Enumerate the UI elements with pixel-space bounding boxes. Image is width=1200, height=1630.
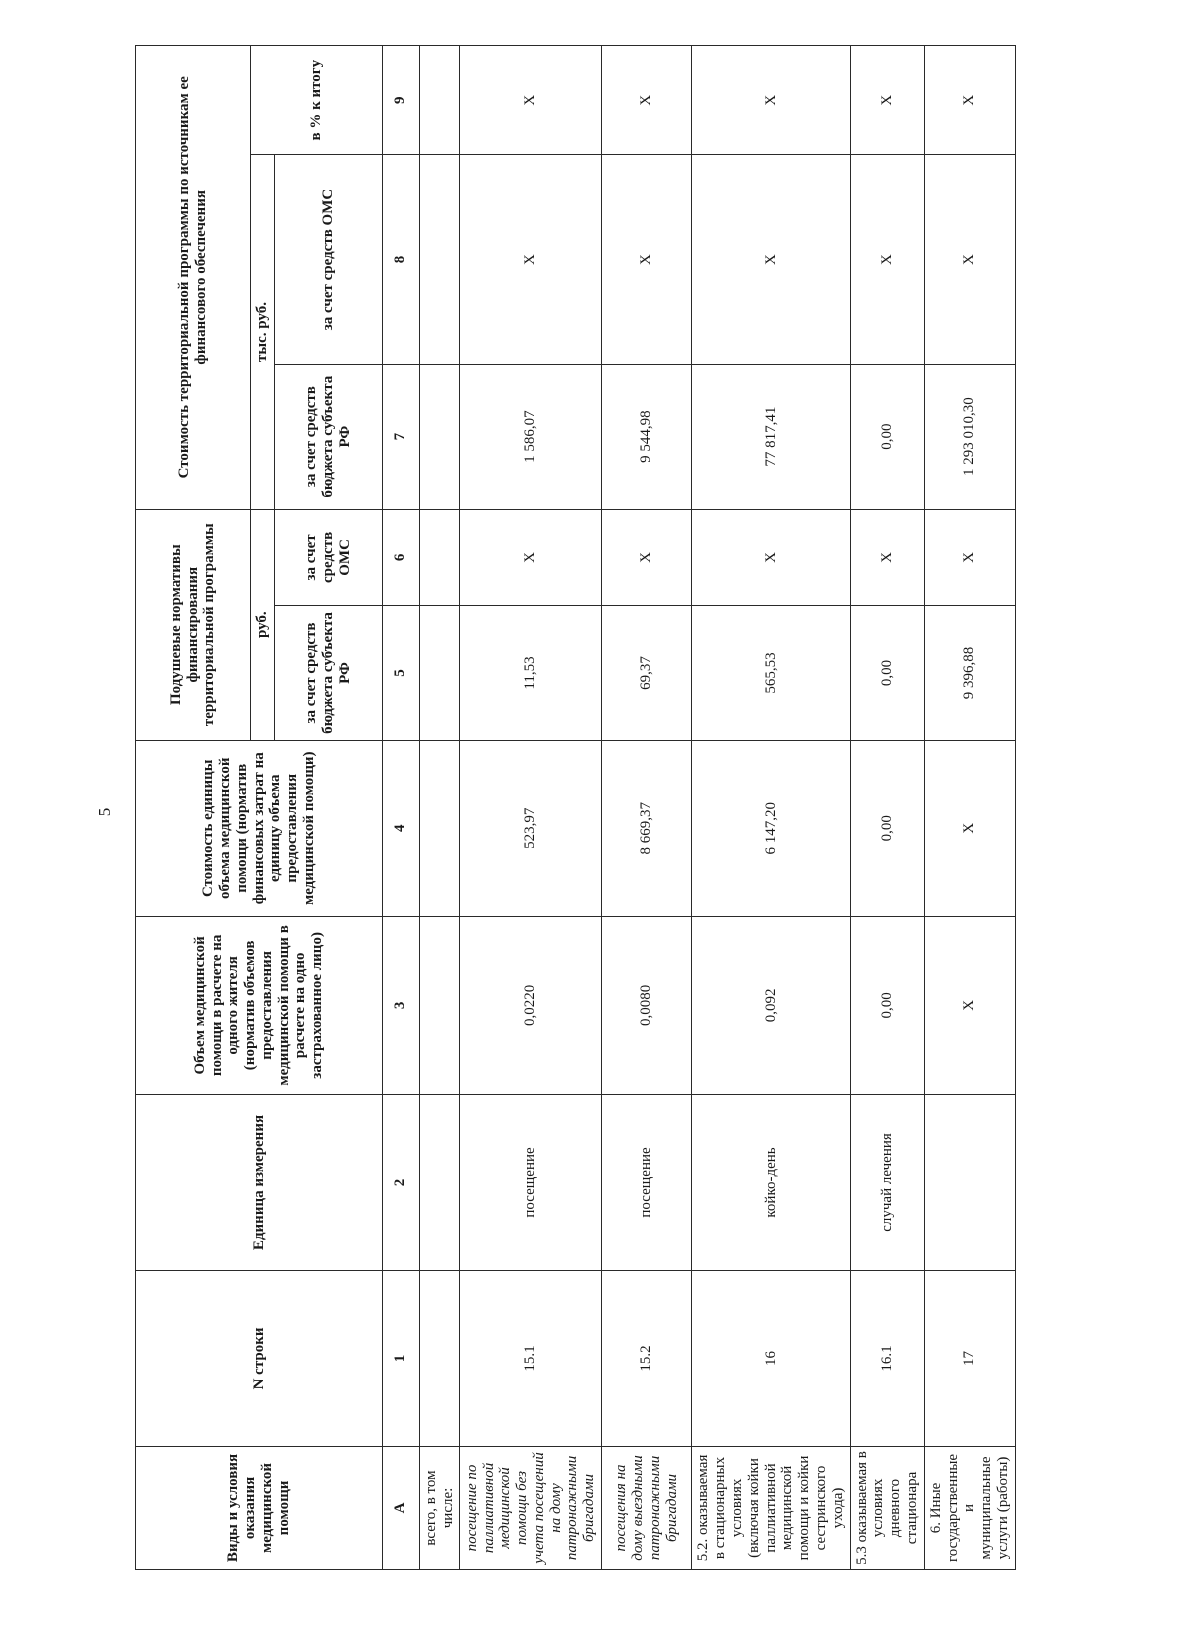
row-unit-cost: 6 147,20 [692, 740, 850, 916]
header-line-number: N строки [136, 1270, 383, 1446]
row-line: 17 [924, 1270, 1015, 1446]
row-line: 16 [692, 1270, 850, 1446]
column-number: 2 [382, 1095, 419, 1271]
row-unit-cost: 0,00 [850, 740, 924, 916]
row-unit-cost: X [924, 740, 1015, 916]
header-cost-oms: за счет средств ОМС [274, 155, 382, 364]
row-unit: посещение [602, 1095, 692, 1271]
row-cost-oms: X [460, 155, 602, 364]
table-row [850, 46, 924, 1570]
row-percapita-oms: X [602, 509, 692, 606]
row-cost-budget: 1 586,07 [460, 364, 602, 509]
header-cost-group: Стоимость территориальной программы по источникам ее финансового обеспечения [136, 46, 251, 510]
row-unit: койко-день [692, 1095, 850, 1271]
row-line [419, 1270, 460, 1446]
row-percent: X [692, 46, 850, 155]
row-line: 16.1 [850, 1270, 924, 1446]
row-volume: 0,0080 [602, 916, 692, 1094]
page-number: 5 [95, 807, 114, 817]
column-number: А [382, 1446, 419, 1569]
table-row [924, 46, 1015, 1570]
header-percapita-group: Подушевые нормативы финансирования территориальной программы [136, 509, 251, 740]
row-volume [419, 916, 460, 1094]
header-percapita-oms: за счет средств ОМС [274, 509, 382, 606]
row-unit [419, 1095, 460, 1271]
row-percapita-budget: 565,53 [692, 606, 850, 741]
column-number: 4 [382, 740, 419, 916]
column-number: 7 [382, 364, 419, 509]
row-cost-budget: 9 544,98 [602, 364, 692, 509]
row-percapita-oms: X [460, 509, 602, 606]
row-cost-budget [419, 364, 460, 509]
table-row [692, 46, 850, 1570]
table-row [602, 46, 692, 1570]
header-cost-budget: за счет средств бюджета субъекта РФ [274, 364, 382, 509]
row-percent: X [460, 46, 602, 155]
column-number: 8 [382, 155, 419, 364]
header-unit: Единица измерения [136, 1095, 383, 1271]
row-percapita-budget: 0,00 [850, 606, 924, 741]
header-unit-cost: Стоимость единицы объема медицинской помощи (норматив финансовых затрат на единицу объема предоставления медицинской помощи) [136, 740, 383, 916]
row-unit: случай лечения [850, 1095, 924, 1271]
row-name: 6. Иные государственные и муниципальные услуги (работы) [924, 1446, 1015, 1569]
row-cost-budget: 0,00 [850, 364, 924, 509]
header-unit-rub: руб. [251, 509, 275, 740]
row-cost-oms: X [602, 155, 692, 364]
row-name: посещения на дому выездными патронажными бригадами [602, 1446, 692, 1569]
row-percapita-budget: 69,37 [602, 606, 692, 741]
row-unit-cost [419, 740, 460, 916]
row-percapita-oms [419, 509, 460, 606]
column-number-row [382, 46, 419, 1570]
row-unit-cost: 523,97 [460, 740, 602, 916]
row-percapita-budget [419, 606, 460, 741]
row-unit-cost: 8 669,37 [602, 740, 692, 916]
row-percapita-oms: X [850, 509, 924, 606]
row-percapita-budget: 11,53 [460, 606, 602, 741]
row-volume: 0,092 [692, 916, 850, 1094]
row-unit [924, 1095, 1015, 1271]
row-percent: X [602, 46, 692, 155]
header-kinds: Виды и условия оказания медицинской помощи [136, 1446, 383, 1569]
row-unit: посещение [460, 1095, 602, 1271]
row-name: 5.2. оказываемая в стационарных условиях (включая койки паллиативной медицинской помощи и койки сестринского ухода) [692, 1446, 850, 1569]
table-row [419, 46, 460, 1570]
row-cost-oms: X [692, 155, 850, 364]
column-number: 6 [382, 509, 419, 606]
row-percapita-budget: 9 396,88 [924, 606, 1015, 741]
row-line: 15.2 [602, 1270, 692, 1446]
column-number: 9 [382, 46, 419, 155]
row-percent [419, 46, 460, 155]
table-row [460, 46, 602, 1570]
row-volume: 0,00 [850, 916, 924, 1094]
row-percent: X [924, 46, 1015, 155]
header-unit-thousand-rub: тыс. руб. [251, 155, 275, 509]
column-number: 5 [382, 606, 419, 741]
row-name: 5.3 оказываемая в условиях дневного стационара [850, 1446, 924, 1569]
row-percapita-oms: X [692, 509, 850, 606]
row-cost-oms: X [850, 155, 924, 364]
normatives-table [135, 45, 1016, 1570]
row-cost-budget: 77 817,41 [692, 364, 850, 509]
header-percent-total: в % к итогу [251, 46, 383, 155]
row-percent: X [850, 46, 924, 155]
row-cost-oms [419, 155, 460, 364]
column-number: 1 [382, 1270, 419, 1446]
row-cost-budget: 1 293 010,30 [924, 364, 1015, 509]
row-line: 15.1 [460, 1270, 602, 1446]
row-cost-oms: X [924, 155, 1015, 364]
header-volume: Объем медицинской помощи в расчете на одного жителя (норматив объемов предоставления медицинской помощи в расчете на одно застрахованное лицо) [136, 916, 383, 1094]
row-name: всего, в том числе: [419, 1446, 460, 1569]
row-volume: 0,0220 [460, 916, 602, 1094]
rotated-table-container [135, 45, 1011, 1570]
column-number: 3 [382, 916, 419, 1094]
header-percapita-budget: за счет средств бюджета субъекта РФ [274, 606, 382, 741]
row-name: посещение по паллиативной медицинской помощи без учета посещений на дому патронажными бригадами [460, 1446, 602, 1569]
row-percapita-oms: X [924, 509, 1015, 606]
row-volume: X [924, 916, 1015, 1094]
